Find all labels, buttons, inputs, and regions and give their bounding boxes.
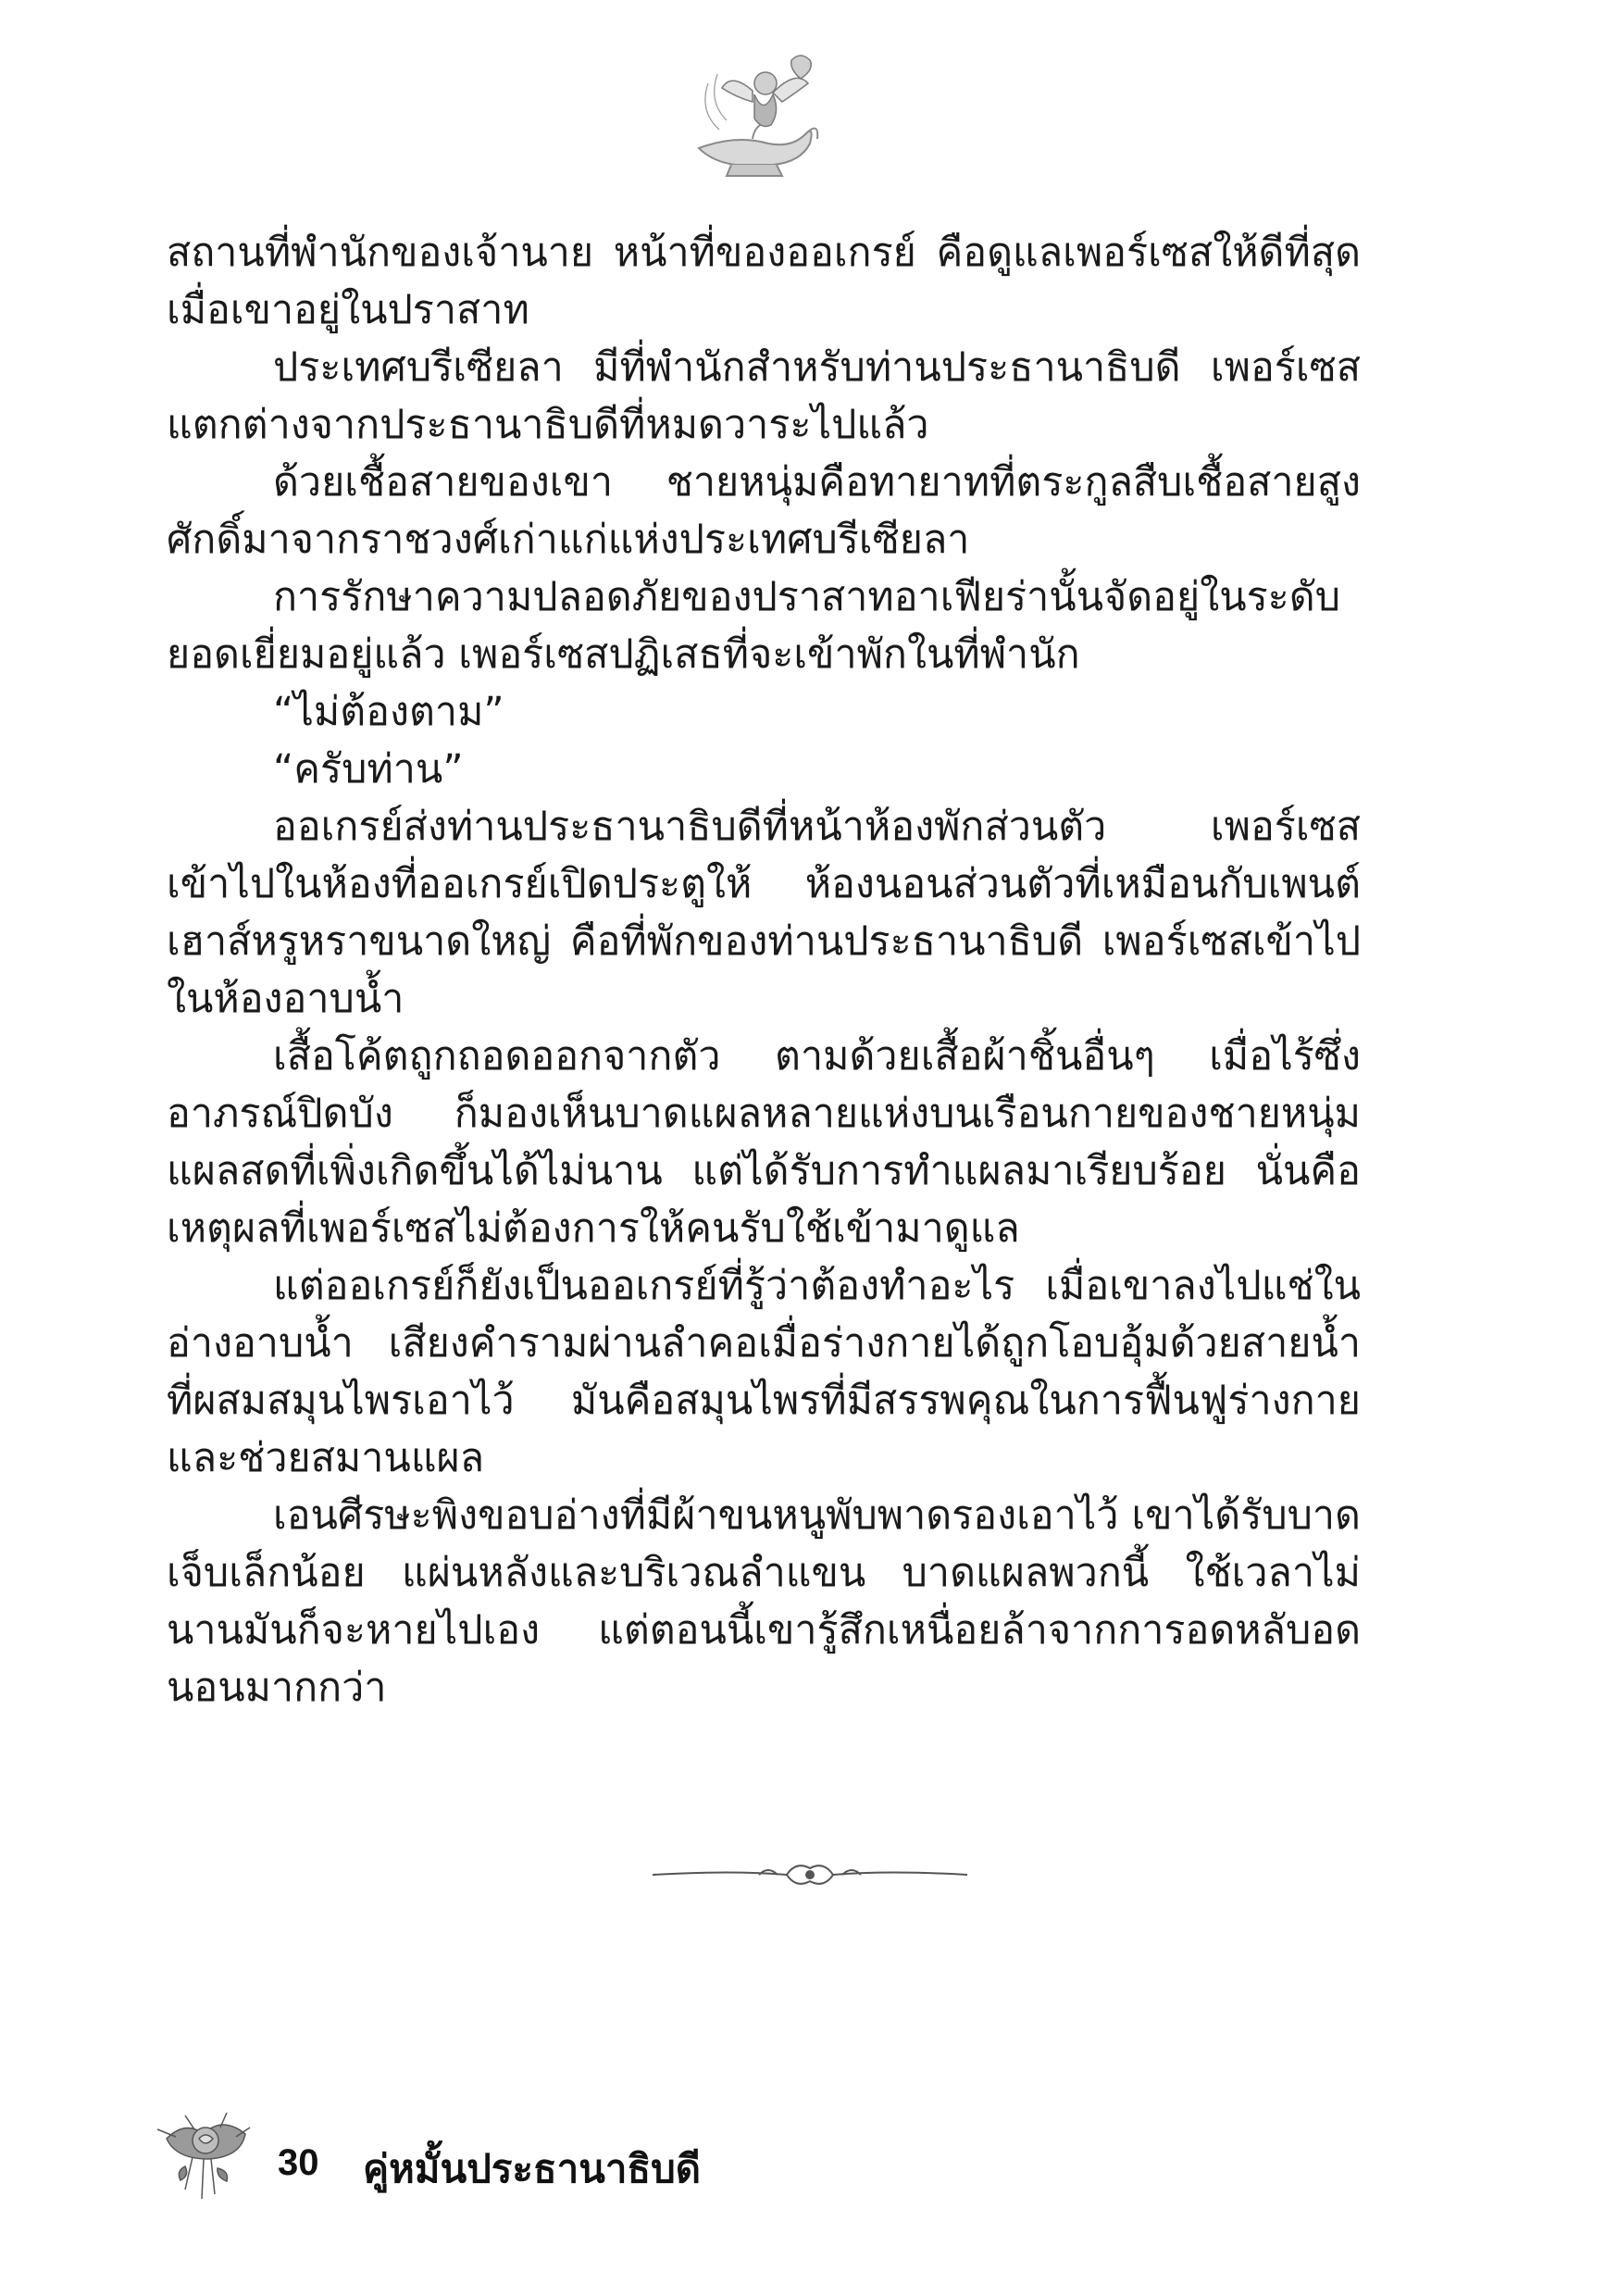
book-title: คู่หมั้นประธานาธิบดี	[363, 2146, 702, 2191]
paragraph: สถานที่พำนักของเจ้านาย หน้าที่ของออเกรย์ คือดูแลเพอร์เซสให้ดีที่สุดเมื่อเขาอยู่ในปราสาท	[167, 230, 1361, 333]
flourish-divider-icon	[648, 1852, 972, 1898]
paragraph: เสื้อโค้ตถูกถอดออกจากตัว ตามด้วยเสื้อผ้าชิ้นอื่นๆ เมื่อไร้ซึ่งอาภรณ์ปิดบัง ก็มองเห็นบาดแผลหลายแห่งบนเรือนกายของชายหนุ่ม แผลสดที่เพิ่งเกิดขึ้นได้ไม่นาน แต่ได้รับการทำแผลมาเรียบร้อย นั่นคือเหตุผลที่เพอร์เซสไม่ต้องการให้คนรับใช้เข้ามาดูแล	[167, 1033, 1361, 1252]
paragraph: การรักษาความปลอดภัยของปราสาทอาเฟียร่านั้นจัดอยู่ในระดับยอดเยี่ยมอยู่แล้ว เพอร์เซสปฏิเสธที่จะเข้าพักในที่พำนัก	[167, 574, 1341, 678]
paragraph: ประเทศบรีเซียลา มีที่พำนักสำหรับท่านประธานาธิบดี เพอร์เซสแตกต่างจากประธานาธิบดีที่หมดวาระไปแล้ว	[167, 344, 1361, 448]
page-footer	[148, 2102, 889, 2203]
paragraph: “ครับท่าน”	[273, 746, 464, 792]
paragraph: ออเกรย์ส่งท่านประธานาธิบดีที่หน้าห้องพักส่วนตัว เพอร์เซสเข้าไปในห้องที่ออเกรย์เปิดประตูให้ ห้องนอนส่วนตัวที่เหมือนกับเพนต์เฮาส์หรูหราขนาดใหญ่ คือที่พักของท่านประธานาธิบดี เพอร์เซสเข้าไปในห้องอาบน้ำ	[167, 804, 1361, 1022]
paragraph: แต่ออเกรย์ก็ยังเป็นออเกรย์ที่รู้ว่าต้องทำอะไร เมื่อเขาลงไปแช่ในอ่างอาบน้ำ เสียงคำรามผ่านลำคอเมื่อร่างกายได้ถูกโอบอุ้มด้วยสายน้ำที่ผสมสมุนไพรเอาไว้ มันคือสมุนไพรที่มีสรรพคุณในการฟื้นฟูร่างกายและช่วยสมานแผล	[167, 1263, 1361, 1481]
page-number: 30	[278, 2142, 319, 2183]
rose-icon	[148, 2102, 268, 2203]
paragraph: ด้วยเชื้อสายของเขา ชายหนุ่มคือทายาทที่ตระกูลสืบเชื้อสายสูงศักดิ์มาจากราชวงศ์เก่าแก่แห่งประเทศบรีเซียลา	[167, 459, 1361, 563]
paragraph: “ไม่ต้องตาม”	[273, 689, 504, 735]
cupid-lamp-icon	[680, 46, 828, 185]
body-text	[167, 224, 1361, 1716]
paragraph: เอนศีรษะพิงขอบอ่างที่มีผ้าขนหนูพับพาดรองเอาไว้ เขาได้รับบาดเจ็บเล็กน้อย แผ่นหลังและบริเวณลำแขน บาดแผลพวกนี้ ใช้เวลาไม่นานมันก็จะหายไปเอง แต่ตอนนี้เขารู้สึกเหนื่อยล้าจากการอดหลับอดนอนมากกว่า	[167, 1492, 1361, 1711]
